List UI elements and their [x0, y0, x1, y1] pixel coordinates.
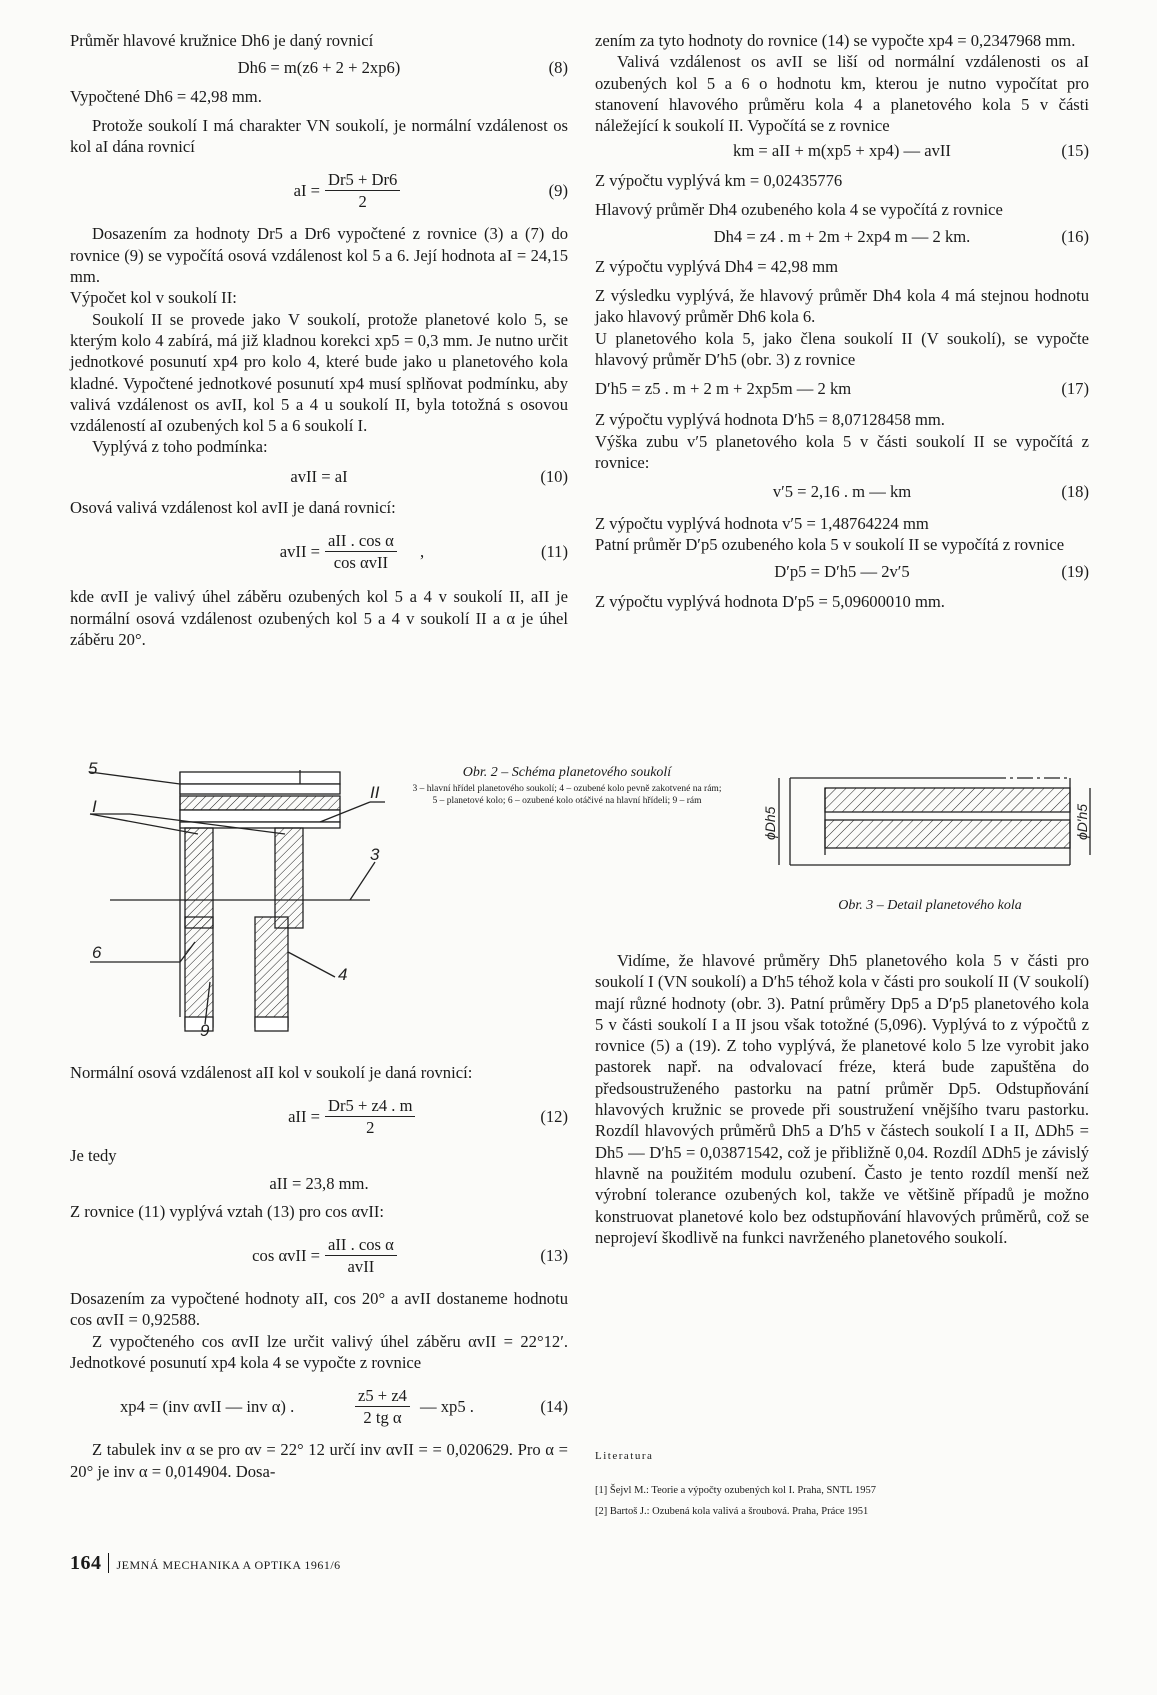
paragraph: Z výsledku vyplývá, že hlavový průměr Dh4 kola 4 má stejnou hodnotu jako hlavový průměr Dh6 kola 6.: [595, 285, 1089, 327]
equation-15: [595, 140, 1089, 161]
denominator: 2: [358, 192, 367, 212]
equation-number: (11): [540, 542, 568, 562]
paragraph: Z výpočtu vyplývá hodnota D′h5 = 8,07128458 mm.: [595, 410, 945, 430]
numerator: z5 + z4: [355, 1385, 410, 1407]
equation-number: (19): [1061, 562, 1089, 582]
equation-17: [595, 378, 1089, 399]
right-column-lower: [595, 950, 1089, 1248]
numerator: aII . cos α: [325, 1234, 397, 1256]
equation-body: avII = aI: [290, 466, 348, 486]
paragraph: Výpočet kol v soukolí II:: [70, 288, 237, 308]
paragraph: zením za tyto hodnoty do rovnice (14) se vypočte xp4 = 0,2347968 mm.: [595, 31, 1076, 50]
equation-tail: — xp5 .: [420, 1397, 474, 1417]
equation-14: [70, 1385, 568, 1429]
equation-19: [595, 561, 1089, 582]
page-number: 164: [70, 1552, 102, 1574]
equation-number: (9): [548, 181, 568, 201]
fraction: [325, 1234, 397, 1277]
literature-section: [595, 1450, 1089, 1522]
footer-divider: [108, 1553, 109, 1573]
paragraph: Vidíme, že hlavové průměry Dh5 planetového kola 5 v části pro soukolí I (VN soukolí) a D′h5 téhož kola v části pro soukolí II (V soukolí) mají různé hodnoty (obr. 3). Patní průměry Dp5 a D′p5 planetového kola 5 v části soukolí I a II jsou však totožné (5,096). Vyplývá to z výpočtů z rovnice (5) a (19). Z toho vyplývá, že planetové kolo 5 lze vyrobit jako pastorek např. na odvalovací fréze, která bude zapuštěna do předsoustruženého pastorku na patní průměr Dp5. Odstupňování hlavových kružnic se provede při soustružení vnějšího tvaru pastorku. Rozdíl hlavových průměrů Dh5 a D′h5 v částech soukolí I a II, ΔDh5 = Dh5 — D′h5 = 0,03871542, což je přibližně 0,04. Rozdíl ΔDh5 je závislý hlavně na použitém modulu ozubení. Často je tento rozdíl menší než výrobní tolerance ozubených kol, takže ve většině případů je možno konstruovat planetové kolo bez odstupňování hlavových průměrů, což se neprojeví škodlivě na funkci navrženého planetového soukolí.: [595, 951, 1089, 1247]
figure-3-caption: Obr. 3 – Detail planetového kola: [838, 898, 1022, 913]
paragraph: Dosazením za hodnoty Dr5 a Dr6 vypočtené z rovnice (3) a (7) do rovnice (9) se vypočítá osová vzdálenost kol 5 a 6. Její hodnota aI = 24,15 mm.: [70, 224, 568, 287]
denominator: 2 tg α: [363, 1408, 402, 1428]
label-9: 9: [200, 1021, 210, 1040]
numerator: Dr5 + z4 . m: [325, 1095, 415, 1117]
fraction: [325, 169, 400, 212]
denominator: cos αvII: [333, 553, 389, 573]
equation-body: Dh6 = m(z6 + 2 + 2xp6): [237, 58, 401, 78]
paragraph: Dosazením za vypočtené hodnoty aII, cos 20° a avII dostaneme hodnotu cos αvII = 0,92588.: [70, 1289, 568, 1330]
equation-number: (17): [1061, 379, 1089, 399]
equation-number: (15): [1061, 141, 1089, 161]
paragraph: Je tedy: [70, 1146, 117, 1166]
equation-lhs: avII =: [279, 542, 320, 562]
dimension-left: ϕDh5: [762, 806, 778, 840]
paragraph: Z výpočtu vyplývá km = 0,02435776: [595, 170, 843, 190]
paragraph: kde αvII je valivý úhel záběru ozubených kol 5 a 4 v soukolí II, aII je normální osová vzdálenost ozubených kol 5 a 4 v soukolí II a α je úhel záběru 20°.: [70, 587, 568, 649]
equation-number: (8): [548, 58, 568, 78]
paragraph: Vypočtené Dh6 = 42,98 mm.: [70, 86, 262, 106]
paragraph: Z výpočtu vyplývá hodnota v′5 = 1,48764224 mm: [595, 513, 929, 533]
numerator: aII . cos α: [325, 530, 397, 552]
paragraph: Patní průměr D′p5 ozubeného kola 5 v soukolí II se vypočítá z rovnice: [595, 534, 1065, 554]
equation-8: [70, 57, 568, 78]
paragraph: Normální osová vzdálenost aII kol v soukolí je daná rovnicí:: [70, 1063, 473, 1082]
denominator: avII: [347, 1257, 375, 1277]
equation-lhs: aI =: [293, 181, 320, 201]
equation-number: (13): [540, 1246, 568, 1266]
paragraph: Z tabulek inv α se pro αv = 22° 12 určí inv αvII = = 0,020629. Pro α = 20° je inv α = 0,014904. Dosa-: [70, 1440, 568, 1481]
paragraph: Vyplývá z toho podmínka:: [92, 437, 268, 457]
right-column: [595, 30, 1089, 612]
label-3: 3: [370, 845, 380, 864]
paragraph: Z rovnice (11) vyplývá vztah (13) pro cos αvII:: [70, 1201, 385, 1221]
fraction: [355, 1385, 410, 1428]
paragraph: Valivá vzdálenost os avII se liší od normální vzdálenosti os aI ozubených kol 5 a 6 o hodnotu km, kterou je nutno vypočítat pro stanovení hlavového průměru kola 4 a planetového kola 5 v části náležející k soukolí II. Vypočítá se z rovnice: [595, 52, 1089, 136]
equation-18: [595, 481, 1089, 502]
journal-name: JEMNÁ MECHANIKA A OPTIKA 1961/6: [116, 1558, 341, 1572]
equation-body: D′h5 = z5 . m + 2 m + 2xp5m — 2 km: [595, 379, 852, 399]
figure-2-caption: [412, 764, 722, 807]
paragraph: U planetového kola 5, jako člena soukolí II (V soukolí), se vypočte hlavový průměr D′h5 (obr. 3) z rovnice: [595, 328, 1089, 369]
left-column: [70, 30, 568, 650]
equation-10: [70, 466, 568, 487]
paragraph: Soukolí II se provede jako V soukolí, protože planetové kolo 5, se kterým kolo 4 zabírá, má již kladnou korekci xp5 = 0,3 mm. Je nutno určit jednotkové posunutí xp4 pro kolo 4, které bude jako u planetového kola kladné. Vypočtené jednotkové posunutí xp4 musí splňovat podmínku, aby valivá vzdálenost os avII, kol 5 a 4 u soukolí II, byla totožná s osovou vzdáleností aI ozubených kol 5 a 6 soukolí I.: [70, 309, 568, 436]
equation-16: [595, 226, 1089, 247]
paragraph: Z vypočteného cos αvII lze určit valivý úhel záběru αvII = 22°12′. Jednotkové posunutí xp4 kola 4 se vypočte z rovnice: [70, 1331, 568, 1373]
paragraph: Výška zubu v′5 planetového kola 5 v části soukolí II se vypočítá z rovnice:: [595, 431, 1089, 473]
reference-item: [2] Bartoš J.: Ozubená kola valivá a šroubová. Praha, Práce 1951: [595, 1506, 869, 1517]
label-I: I: [92, 797, 97, 816]
equation-lhs: xp4 = (inv αvII — inv α) .: [120, 1397, 295, 1417]
equation-lhs: aII =: [288, 1107, 320, 1127]
label-4: 4: [338, 965, 348, 984]
paragraph: Osová valivá vzdálenost kol avII je daná rovnicí:: [70, 498, 396, 518]
equation-11: [70, 530, 568, 574]
equation-12b: [70, 1173, 568, 1194]
equation-tail: ,: [420, 542, 425, 562]
paragraph: Z výpočtu vyplývá hodnota D′p5 = 5,09600010 mm.: [595, 591, 945, 611]
fraction: [325, 530, 397, 573]
figure-2-title: Obr. 2 – Schéma planetového soukolí: [462, 765, 672, 780]
figure-2-planetary-gear-diagram: [70, 759, 405, 1047]
equation-number: (10): [540, 466, 568, 486]
paragraph: Protože soukolí I má charakter VN soukolí, je normální vzdálenost os kol aI dána rovnicí: [70, 115, 568, 157]
paragraph: Z výpočtu vyplývá Dh4 = 42,98 mm: [595, 256, 839, 276]
label-6: 6: [92, 943, 102, 962]
equation-body: D′p5 = D′h5 — 2v′5: [774, 562, 910, 582]
equation-9: [70, 169, 568, 213]
paragraph: Hlavový průměr Dh4 ozubeného kola 4 se vypočítá z rovnice: [595, 200, 1003, 220]
equation-number: (18): [1061, 482, 1089, 502]
dimension-right: ϕD′h5: [1074, 803, 1090, 840]
equation-number: (12): [540, 1107, 568, 1127]
equation-body: aII = 23,8 mm.: [269, 1173, 369, 1193]
equation-number: (14): [540, 1397, 568, 1417]
literature-heading: Literatura: [595, 1450, 654, 1462]
numerator: Dr5 + Dr6: [325, 169, 400, 191]
fraction: [325, 1095, 415, 1138]
left-column-lower: [70, 1062, 568, 1482]
equation-lhs: cos αvII =: [252, 1246, 320, 1266]
denominator: 2: [366, 1118, 375, 1138]
equation-body: Dh4 = z4 . m + 2m + 2xp4 m — 2 km.: [713, 227, 971, 247]
equation-body: km = aII + m(xp5 + xp4) — avII: [733, 141, 951, 161]
reference-item: [1] Šejvl M.: Teorie a výpočty ozubených kol I. Praha, SNTL 1957: [595, 1485, 876, 1496]
equation-12: [70, 1095, 568, 1139]
label-II: II: [370, 783, 380, 802]
figure-2-description: 3 – hlavní hřídel planetového soukolí; 4 – ozubené kolo pevně zakotvené na rám; 5 – planetové kolo; 6 – ozubené kolo otáčivé na hlavní hřídeli; 9 – rám: [412, 784, 722, 806]
equation-number: (16): [1061, 227, 1089, 247]
page-footer: [70, 1552, 341, 1575]
label-5: 5: [88, 759, 98, 778]
equation-13: [70, 1234, 568, 1278]
equation-body: v′5 = 2,16 . m — km: [772, 482, 912, 502]
paragraph: Průměr hlavové kružnice Dh6 je daný rovnicí: [70, 31, 374, 50]
figure-3-planet-gear-detail: [762, 770, 1095, 870]
